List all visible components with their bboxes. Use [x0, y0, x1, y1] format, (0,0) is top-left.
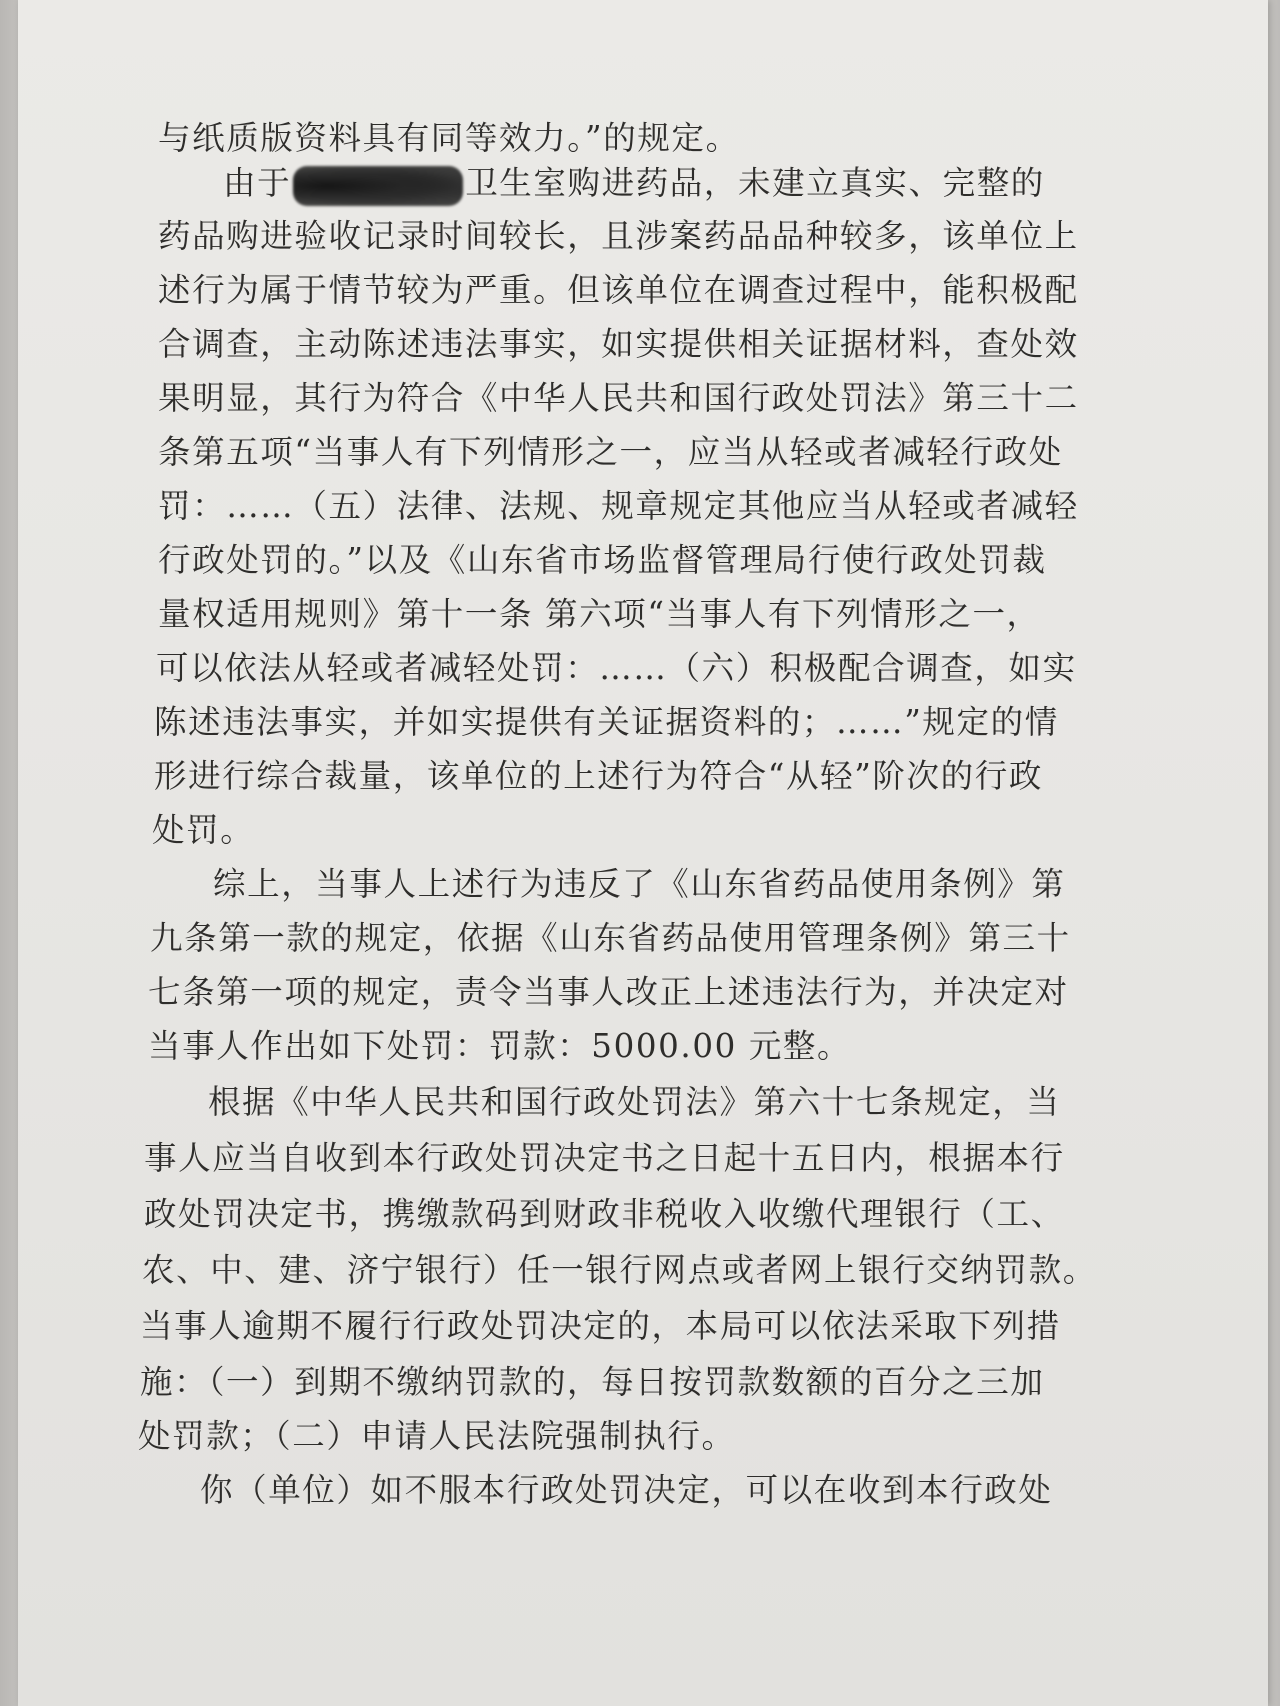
text-line-16: 九条第一款的规定，依据《山东省药品使用管理条例》第三十 [150, 919, 1071, 957]
text-line-2 [223, 155, 1045, 211]
text-line-12: 陈述违法事实，并如实提供有关证据资料的；……”规定的情 [154, 703, 1059, 741]
text-line-25: 处罚款；（二）申请人民法院强制执行。 [138, 1417, 736, 1455]
text-line-11: 可以依法从轻或者减轻处罚：……（六）积极配合调查，如实 [156, 649, 1077, 687]
text-line-24: 施：（一）到期不缴纳罚款的，每日按罚款数额的百分之三加 [140, 1363, 1045, 1401]
text-line-9: 行政处罚的。”以及《山东省市场监督管理局行使行政处罚裁 [158, 541, 1047, 579]
text-line-2-rest: 卫生室购进药品，未建立真实、完整的 [465, 164, 1045, 202]
text-line-2-prefix: 由于 [223, 164, 292, 202]
text-line-5: 合调查，主动陈述违法事实，如实提供相关证据材料，查处效 [158, 325, 1079, 363]
text-line-15: 综上，当事人上述行为违反了《山东省药品使用条例》第 [213, 865, 1066, 903]
text-line-1: 与纸质版资料具有同等效力。”的规定。 [158, 119, 740, 157]
text-line-6: 果明显，其行为符合《中华人民共和国行政处罚法》第三十二 [158, 379, 1079, 417]
text-line-20: 事人应当自收到本行政处罚决定书之日起十五日内，根据本行 [144, 1139, 1065, 1177]
text-line-17: 七条第一项的规定，责令当事人改正上述违法行为，并决定对 [148, 973, 1069, 1011]
text-line-3: 药品购进验收记录时间较长，且涉案药品品种较多，该单位上 [158, 217, 1079, 255]
text-line-14: 处罚。 [152, 811, 255, 849]
text-line-8: 罚：……（五）法律、法规、规章规定其他应当从轻或者减轻 [158, 487, 1079, 525]
document-page [18, 0, 1268, 1706]
text-line-21: 政处罚决定书，携缴款码到财政非税收入收缴代理银行（工、 [144, 1195, 1065, 1233]
text-line-7: 条第五项“当事人有下列情形之一，应当从轻或者减轻行政处 [158, 433, 1063, 471]
text-line-26: 你（单位）如不服本行政处罚决定，可以在收到本行政处 [200, 1471, 1053, 1509]
text-line-10: 量权适用规则》第十一条 第六项“当事人有下列情形之一， [158, 595, 1041, 633]
text-line-13: 形进行综合裁量，该单位的上述行为符合“从轻”阶次的行政 [154, 757, 1043, 795]
text-line-18: 当事人作出如下处罚：罚款：5000.00 元整。 [148, 1027, 852, 1065]
text-line-23: 当事人逾期不履行行政处罚决定的，本局可以依法采取下列措 [140, 1307, 1061, 1345]
text-line-4: 述行为属于情节较为严重。但该单位在调查过程中，能积极配 [158, 271, 1079, 309]
text-line-19: 根据《中华人民共和国行政处罚法》第六十七条规定，当 [208, 1083, 1061, 1121]
text-line-22: 农、中、建、济宁银行）任一银行网点或者网上银行交纳罚款。 [142, 1251, 1097, 1289]
redaction-mark [293, 166, 463, 206]
